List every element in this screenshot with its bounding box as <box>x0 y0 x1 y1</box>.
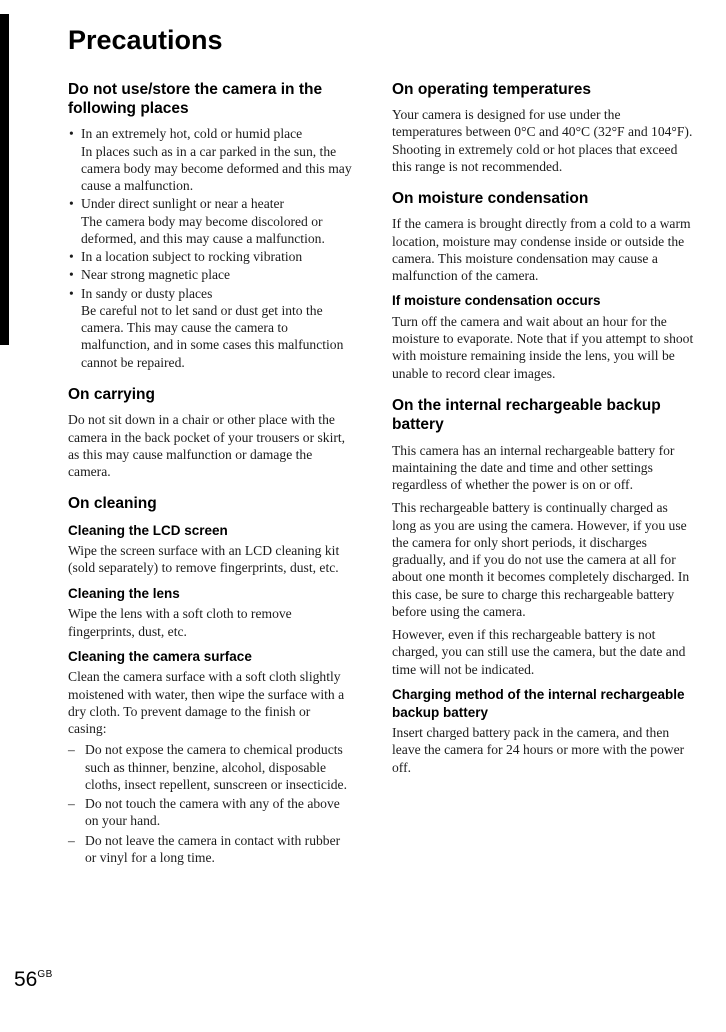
battery-paragraph: This camera has an internal rechargeable battery for maintaining the date and time and other settings regardless of whether the power is on or off. <box>392 442 675 493</box>
page-number-suffix: GB <box>37 969 53 980</box>
bullet-lead: In an extremely hot, cold or humid place <box>81 126 303 142</box>
page-title: Precautions <box>68 25 223 55</box>
list-item: – Do not expose the camera to chemical products such as thinner, benzine, alcohol, disposable cloths, insect repellent, sunscreen or insecticide. <box>68 741 352 793</box>
battery-paragraph: However, even if this rechargeable battery is not charged, you can still use the camera, but the date and time will not be indicated. <box>392 627 686 677</box>
subheading-cleaning-lcd: Cleaning the LCD screen <box>68 522 228 538</box>
bullet-lead: In sandy or dusty places <box>81 285 213 301</box>
carrying-paragraph: Do not sit down in a chair or other place with the camera in the back pocket of your trousers or skirt, as this may cause malfunction or damage the camera. <box>68 412 346 480</box>
list-item <box>68 125 352 194</box>
heading-avoid-places: Do not use/store the camera in the following places <box>68 80 323 118</box>
moisture-occurs-paragraph: Turn off the camera and wait about an hour for the moisture to evaporate. Note that if you attempt to shoot with moisture remaining inside the lens, you will be unable to record clear images. <box>392 313 694 381</box>
bullet-detail: The camera body may become discolored or deformed, and this may cause a malfunction. <box>81 213 325 246</box>
subheading-cleaning-surface: Cleaning the camera surface <box>68 648 252 664</box>
subheading-charging-method: Charging method of the internal rechargeable backup battery <box>392 686 685 720</box>
list-item: – Do not touch the camera with any of the above on your hand. <box>68 795 352 830</box>
two-column-layout <box>68 80 694 870</box>
heading-backup-battery: On the internal rechargeable backup battery <box>392 396 661 434</box>
bullet-detail: Be careful not to let sand or dust get into the camera. This may cause the camera to malfunction, and in some cases this malfunction cannot be repaired. <box>81 302 344 370</box>
bullet-lead: In a location subject to rocking vibration <box>81 249 303 265</box>
left-column <box>68 80 352 870</box>
list-item <box>68 195 352 247</box>
page-number-value: 56 <box>14 968 38 991</box>
heading-carrying: On carrying <box>68 385 155 403</box>
bullet-detail: In places such as in a car parked in the sun, the camera body may become deformed and this may cause a malfunction. <box>81 143 352 194</box>
list-item <box>68 248 352 265</box>
list-item: – Do not leave the camera in contact with rubber or vinyl for a long time. <box>68 832 352 867</box>
moisture-paragraph: If the camera is brought directly from a cold to a warm location, moisture may condense inside or outside the camera. This moisture condensation may cause a malfunction of the camera. <box>392 216 691 284</box>
cleaning-lcd-paragraph: Wipe the screen surface with an LCD cleaning kit (sold separately) to remove fingerprints, dust, etc. <box>68 543 340 576</box>
battery-paragraph: This rechargeable battery is continually charged as long as you are using the camera. However, if you use the camera for only short periods, it discharges gradually, and if you do not use the camera at all for about one month it becomes completely discharged. In this case, be sure to charge this rechargeable battery before using the camera. <box>392 500 690 619</box>
surface-cautions-list <box>68 741 352 866</box>
right-column <box>392 80 694 870</box>
bullet-lead: Near strong magnetic place <box>81 267 231 283</box>
subheading-moisture-occurs: If moisture condensation occurs <box>392 293 601 309</box>
avoid-places-list <box>68 125 352 371</box>
charging-method-paragraph: Insert charged battery pack in the camera, and then leave the camera for 24 hours or more with the power off. <box>392 725 685 775</box>
list-item <box>68 285 352 371</box>
heading-operating-temperatures: On operating temperatures <box>392 80 591 98</box>
page-number <box>14 969 53 990</box>
list-item <box>68 266 352 283</box>
bullet-lead: Under direct sunlight or near a heater <box>81 196 285 212</box>
heading-cleaning: On cleaning <box>68 495 157 513</box>
cleaning-lens-paragraph: Wipe the lens with a soft cloth to remove fingerprints, dust, etc. <box>68 606 292 639</box>
temperatures-paragraph: Your camera is designed for use under the temperatures between 0°C and 40°C (32°F and 104°F). Shooting in extremely cold or hot places that exceed this range is not recommended. <box>392 107 693 174</box>
cleaning-surface-paragraph: Clean the camera surface with a soft cloth slightly moistened with water, then wipe the surface with a dry cloth. To prevent damage to the finish or casing: <box>68 669 345 737</box>
heading-moisture-condensation: On moisture condensation <box>392 190 589 208</box>
subheading-cleaning-lens: Cleaning the lens <box>68 585 180 601</box>
section-edge-tab <box>0 14 9 345</box>
